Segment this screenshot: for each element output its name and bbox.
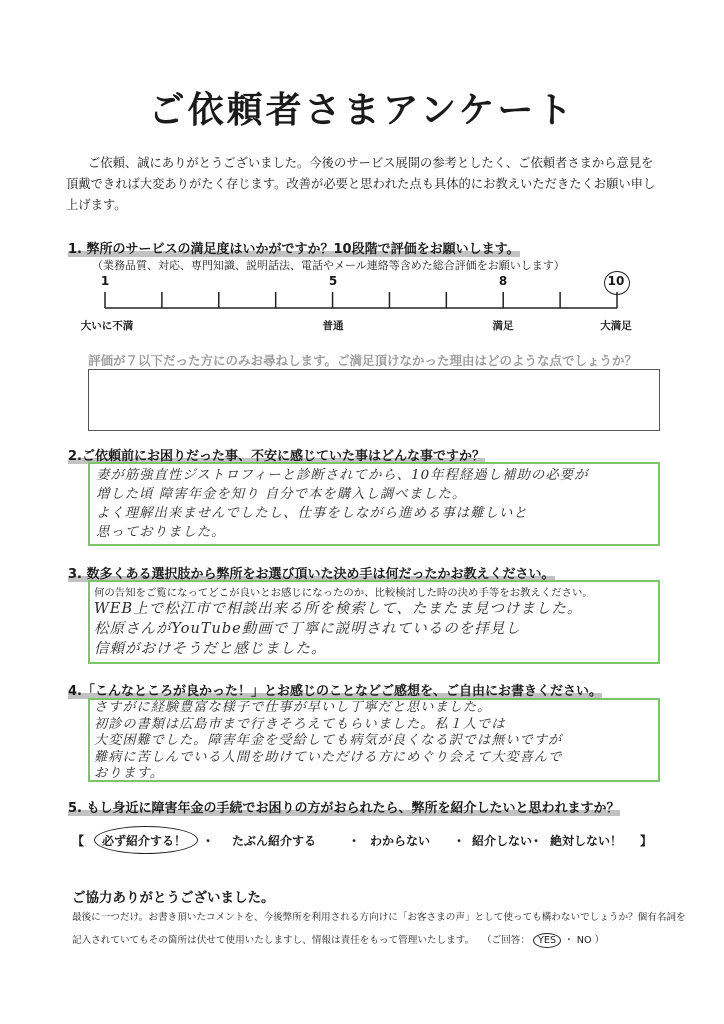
q2-answer-line: よく理解出来ませんでしたし、仕事をしながら進める事は難しいと bbox=[96, 506, 528, 521]
bracket-close: 】 bbox=[640, 834, 653, 848]
consent-dot: ・ bbox=[564, 935, 574, 946]
q4-answer-line: 難病に苦しんでいる人間を助けていただける方にめぐり会えて大変喜んで bbox=[94, 749, 563, 765]
option-separator: ・ bbox=[348, 834, 361, 848]
q4-heading: 4.「こんなところが良かった！」とお感じのことなどご感想を、ご自由にお書きください。 bbox=[68, 680, 602, 699]
q4-answer-line: 初診の書類は広島市まで行きそろえてもらいました。私１人では bbox=[94, 716, 506, 732]
scale-label-satisfied: 満足 bbox=[492, 320, 514, 332]
option-separator: ・ bbox=[202, 834, 215, 848]
option-separator: ・ bbox=[530, 834, 543, 848]
q1-followup-answer-box[interactable] bbox=[88, 369, 660, 431]
consent-yes[interactable]: YES bbox=[533, 933, 561, 948]
consent-answer-suffix: ） bbox=[594, 935, 605, 946]
rating-scale[interactable] bbox=[0, 270, 724, 340]
q3-heading: 3. 数多くある選択肢から弊所をお選び頂いた決め手は何だったかお教えください。 bbox=[68, 563, 555, 582]
q2-answer-line: 増した頃 障害年金を知り 自分で本を購入し調べました。 bbox=[96, 487, 467, 502]
scale-label-very-satisfied: 大満足 bbox=[600, 320, 632, 332]
q5-heading: 5. もし身近に障害年金の手続でお困りの方がおられたら、弊所を紹介したいと思われますか？ bbox=[68, 797, 620, 816]
q4-answer-line: おります。 bbox=[94, 766, 164, 781]
consent-answer bbox=[482, 932, 632, 948]
option-dont-know[interactable]: わからない bbox=[370, 834, 431, 848]
q3-subtext: 何の告知をご覧になってどこが良いとお感じになったのか、比較検討した時の決め手等をお教えください。 bbox=[94, 587, 593, 599]
option-definitely-recommend[interactable]: 必ず紹介する！ bbox=[102, 834, 187, 848]
consent-no[interactable]: NO bbox=[576, 935, 592, 946]
q4-answer-line: 大変困難でした。障害年金を受給しても病気が良くなる訳では無いですが bbox=[94, 733, 563, 748]
bracket-open: 【 bbox=[72, 834, 85, 848]
scale-number-10[interactable]: 10 bbox=[607, 274, 625, 288]
option-not-recommend[interactable]: 紹介しない bbox=[472, 834, 533, 848]
q1-subtext: （業務品質、対応、専門知識、説明話法、電話やメール連絡等含めた総合評価をお願いします） bbox=[92, 259, 565, 272]
q1-followup-question: 評価が７以下だった方にのみお尋ねします。ご満足頂けなかった理由はどのような点でしょうか？ bbox=[88, 353, 638, 368]
q3-answer-box[interactable] bbox=[88, 580, 660, 664]
page-title: ご依頼者さまアンケート bbox=[148, 90, 576, 131]
q2-answer-box[interactable] bbox=[88, 462, 660, 546]
q3-answer-line: 松原さんがYouTube動画で丁寧に説明されているのを拝見し bbox=[94, 621, 521, 637]
q2-answer-line: 妻が筋強直性ジストロフィーと診断されてから、10年程経過し補助の必要が bbox=[96, 468, 589, 483]
q4-answer-box[interactable] bbox=[88, 698, 660, 782]
scale-label-very-dissatisfied: 大いに不満 bbox=[80, 320, 134, 332]
option-never-recommend[interactable]: 絶対しない！ bbox=[550, 834, 623, 848]
q3-answer-line: WEB上で松江市で相談出来る所を検索して、たまたま見つけました。 bbox=[94, 601, 583, 617]
q2-heading: 2.ご依頼前にお困りだった事、不安に感じていた事はどんな事ですか？ bbox=[68, 445, 485, 464]
option-separator: ・ bbox=[453, 834, 466, 848]
consent-answer-prefix: （ご回答： bbox=[482, 935, 530, 946]
intro-text: ご依頼、誠にありがとうございました。今後のサービス展開の参考としたく、ご依頼者さまから意見を頂戴できれば大変ありがたく存じます。改善が必要と思われた点も具体的にお教えいただきたくお願い申し上げます。 bbox=[66, 156, 656, 212]
scale-number-8: 8 bbox=[498, 274, 508, 288]
consent-question-line2: 記入されていてもその箇所は伏せて使用いたしますし、情報は責任をもって管理いたします。 bbox=[72, 935, 475, 946]
thanks-heading: ご協力ありがとうございました。 bbox=[72, 890, 275, 906]
scale-label-neutral: 普通 bbox=[322, 320, 344, 332]
consent-question-line1: 最後に一つだけ。お書き頂いたコメントを、今後弊所を利用される方向けに「お客さまの声」として使っても構わないでしょうか？個有名詞を bbox=[72, 912, 686, 923]
q5-options bbox=[72, 830, 662, 852]
q3-answer-line: 信頼がおけそうだと感じました。 bbox=[94, 641, 327, 657]
q1-followup-answer bbox=[89, 370, 659, 378]
q2-answer-line: 思っておりました。 bbox=[96, 525, 226, 540]
scale-number-1: 1 bbox=[100, 274, 110, 288]
q1-heading: 1. 弊所のサービスの満足度はいかがですか？10段階で評価をお願いします。 bbox=[68, 238, 520, 257]
q4-answer-line: さすがに経験豊富な様子で仕事が早いし丁寧だと思いました。 bbox=[94, 700, 492, 715]
option-probably-recommend[interactable]: たぶん紹介する bbox=[232, 834, 317, 848]
scale-number-5: 5 bbox=[328, 274, 338, 288]
